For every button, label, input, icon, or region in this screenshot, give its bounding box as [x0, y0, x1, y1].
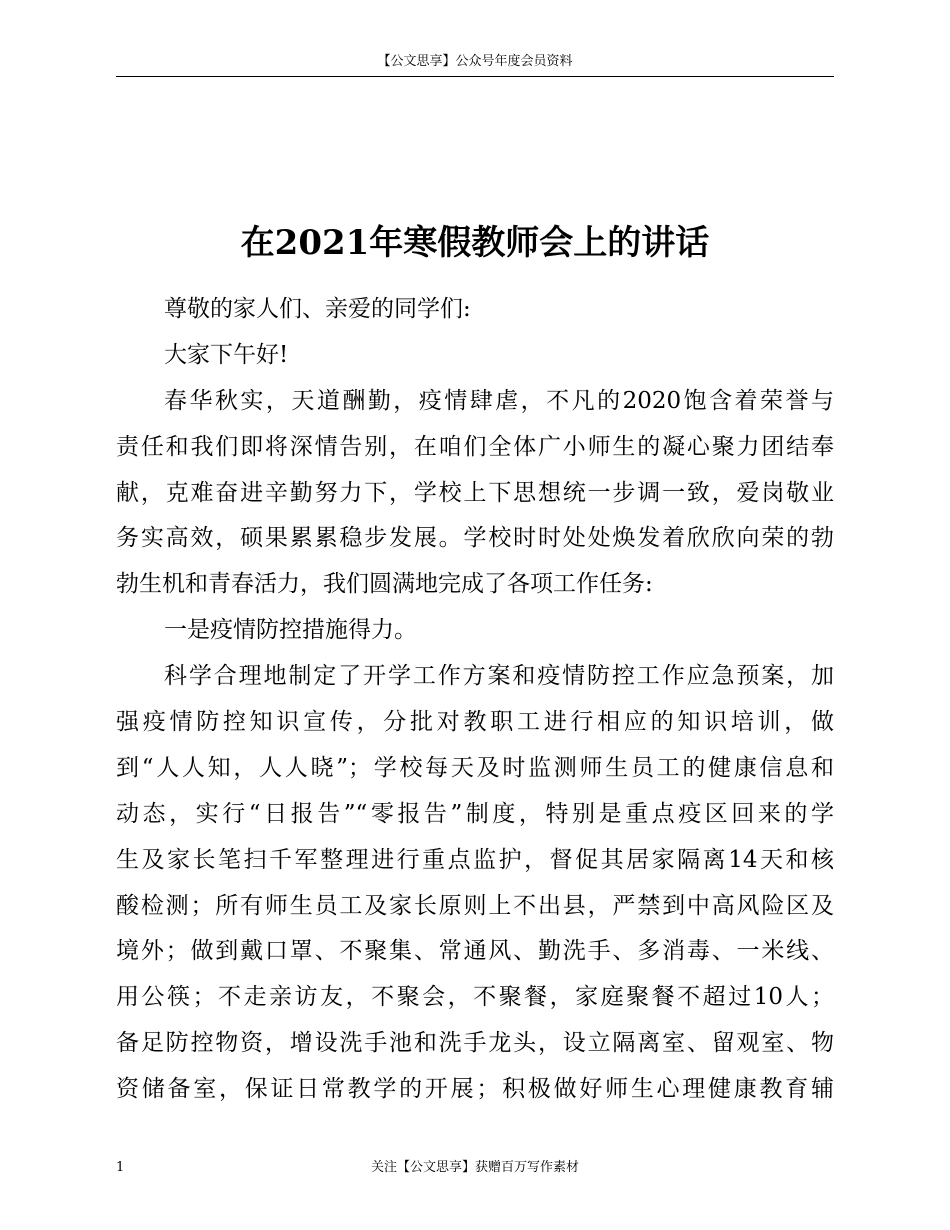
body-line: 生及家长笔扫千军整理进行重点监护，督促其居家隔离14天和核 [116, 846, 834, 873]
body-line: 备足防控物资，增设洗手池和洗手龙头，设立隔离室、留观室、物 [116, 1030, 834, 1057]
document-title: 在2021年寒假教师会上的讲话 [240, 223, 710, 263]
body-line: 务实高效，硕果累累稳步发展。学校时时处处焕发着欣欣向荣的勃 [116, 525, 834, 552]
body-line: 到“人人知，人人晓”；学校每天及时监测师生员工的健康信息和 [116, 754, 834, 781]
body-line: 强疫情防控知识宣传，分批对教职工进行相应的知识培训，做 [116, 709, 834, 736]
page-header: 【公文思享】公众号年度会员资料 [377, 54, 573, 69]
page-number: 1 [116, 1160, 125, 1175]
body-line: 科学合理地制定了开学工作方案和疫情防控工作应急预案，加 [164, 663, 834, 690]
body-line: 酸检测；所有师生员工及家长原则上不出县，严禁到中高风险区及 [116, 892, 834, 919]
body-line: 境外；做到戴口罩、不聚集、常通风、勤洗手、多消毒、一米线、 [116, 938, 834, 965]
document-body [116, 287, 834, 1113]
body-line: 勃生机和青春活力，我们圆满地完成了各项工作任务: [116, 571, 653, 598]
footer-note: 关注【公文思享】获赠百万写作素材 [370, 1160, 579, 1175]
section-heading-line: 一是疫情防控措施得力。 [164, 617, 417, 644]
body-line: 责任和我们即将深情告别，在咱们全体广小师生的凝心聚力团结奉 [116, 433, 834, 460]
body-line: 献，克难奋进辛勤努力下，学校上下思想统一步调一致，爱岗敬业 [116, 479, 834, 506]
body-line: 资储备室，保证日常教学的开展；积极做好师生心理健康教育辅 [116, 1076, 834, 1103]
body-line: 春华秋实，天道酬勤，疫情肆虐，不凡的2020饱含着荣誉与 [164, 387, 834, 414]
page-footer [116, 1159, 834, 1177]
body-line: 用公筷；不走亲访友，不聚会，不聚餐，家庭聚餐不超过10人； [116, 984, 834, 1011]
salutation-line: 尊敬的家人们、亲爱的同学们: [164, 296, 471, 322]
header-divider [116, 76, 834, 77]
greeting-line: 大家下午好! [164, 341, 289, 368]
body-line: 动态，实行“日报告”“零报告”制度，特别是重点疫区回来的学 [116, 800, 834, 827]
